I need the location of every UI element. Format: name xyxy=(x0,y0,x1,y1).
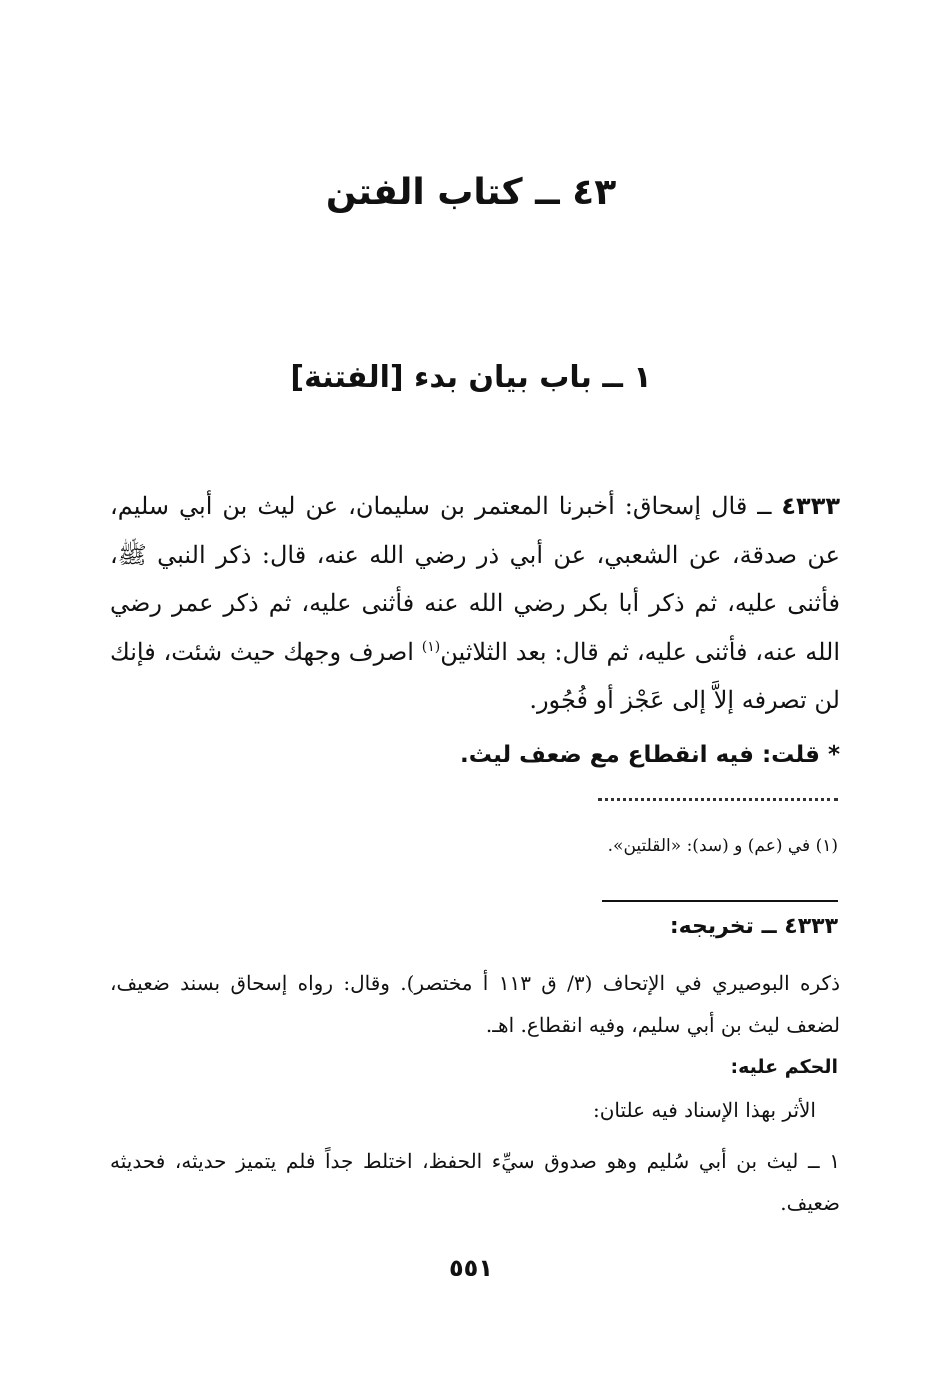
ruling-heading: الحكم عليه: xyxy=(730,1056,838,1078)
footnote-marker: (١) xyxy=(421,638,441,655)
chapter-title: ١ ــ باب بيان بدء [الفتنة] xyxy=(290,360,652,395)
book-title: ٤٣ ــ كتاب الفتن xyxy=(325,172,617,213)
page-number: ٥٥١ xyxy=(449,1254,493,1282)
footnote: (١) في (عم) و (سد): «القلتين». xyxy=(607,836,838,856)
ruling-item: ١ ــ ليث بن أبي سُليم وهو صدوق سيِّء الحفظ، اختلط جداً فلم يتميز حديثه، فحديثه ضعيف. xyxy=(110,1149,840,1215)
hadith-text-after-note: اصرف وجهك حيث شئت، فإنك لن تصرفه إلاَّ إلى عَجْز أو فُجُور. xyxy=(110,637,840,714)
takhrij-heading: ٤٣٣٣ ــ تخريجه: xyxy=(669,914,838,939)
hadith-number: ٤٣٣٣ xyxy=(781,492,840,520)
ruling-intro: الأثر بهذا الإسناد فيه علتان: xyxy=(592,1098,816,1122)
hadith-text-before-note: ــ قال إسحاق: أخبرنا المعتمر بن سليمان، عن ليث بن أبي سليم، عن صدقة، عن الشعبي، عن أبي ذر رضي الله عنه، قال: ذكر النبي ﷺ، فأثنى عليه، ثم ذكر أبا بكر رضي الله عنه فأثنى عليه، ثم ذكر عمر رضي الله عنه، فأثنى عليه، ثم قال: بعد الثلاثين xyxy=(110,492,840,666)
takhrij-text: ذكره البوصيري في الإتحاف (٣/ ق ١١٣ أ مختصر). وقال: رواه إسحاق بسند ضعيف، لضعف ليث بن أبي سليم، وفيه انقطاع. اهـ. xyxy=(110,971,840,1037)
section-divider xyxy=(602,900,838,902)
author-comment: * قلت: فيه انقطاع مع ضعف ليث. xyxy=(460,742,840,768)
hadith-text xyxy=(110,482,840,725)
footnote-separator xyxy=(598,798,838,801)
